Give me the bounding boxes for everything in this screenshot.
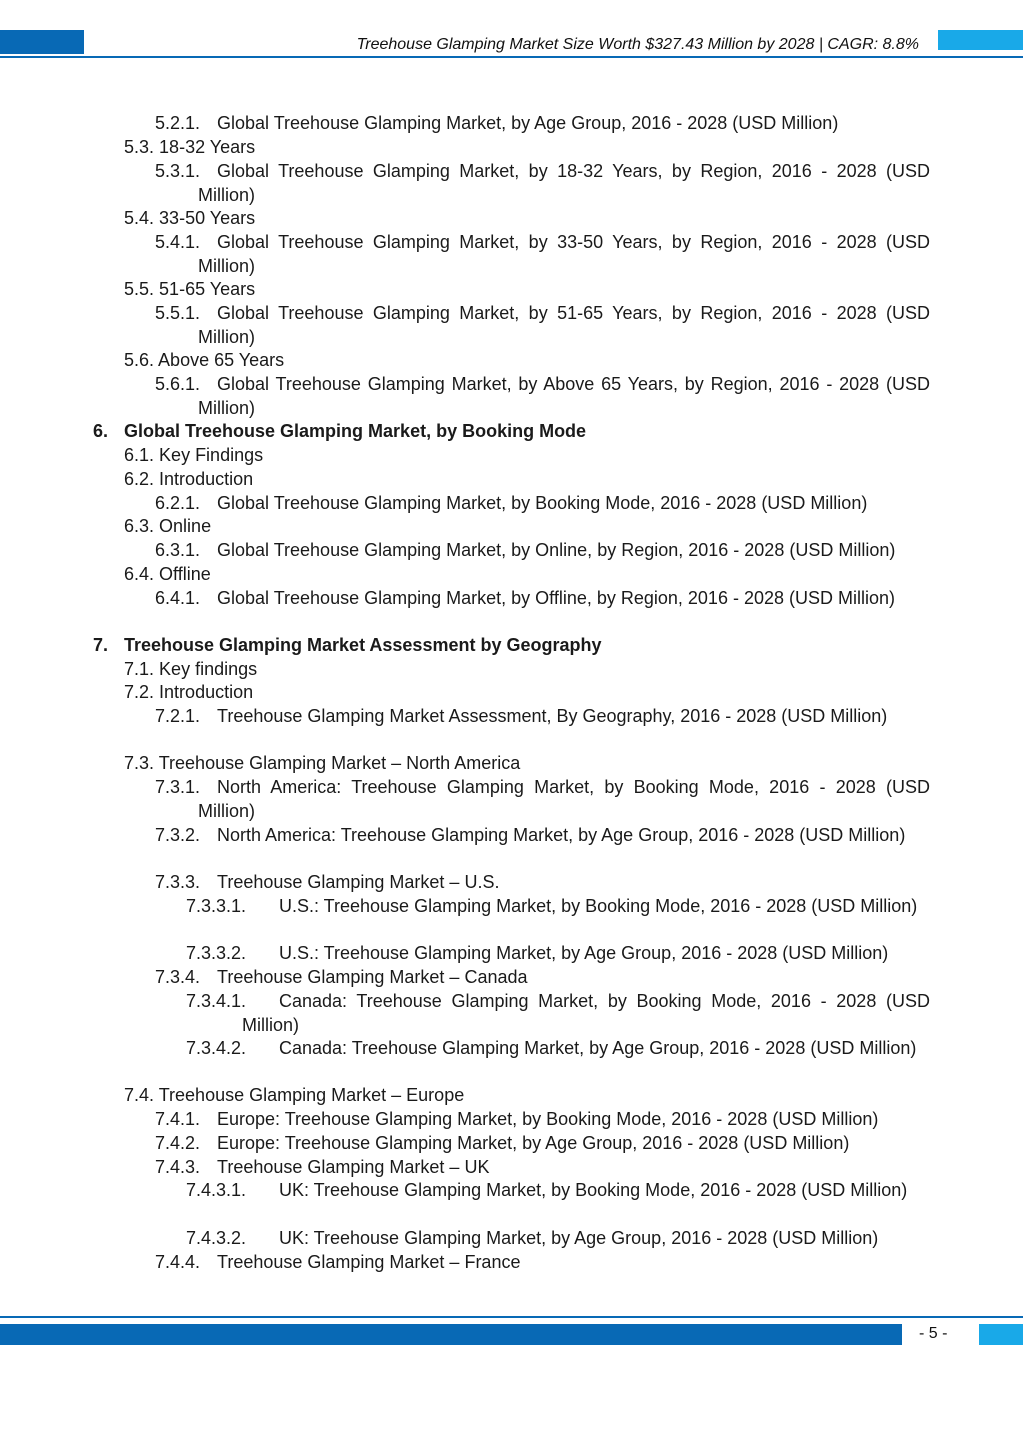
footer-accent-right bbox=[979, 1324, 1023, 1345]
toc-entry-number: 7.1. bbox=[124, 659, 155, 679]
toc-entry-label: Treehouse Glamping Market – UK bbox=[217, 1157, 490, 1177]
toc-entry-label: Online bbox=[159, 516, 212, 536]
page-header-title: Treehouse Glamping Market Size Worth $327.43 Million by 2028 | CAGR: 8.8% bbox=[356, 36, 919, 53]
toc-entry-number: 7.4.1. bbox=[155, 1109, 201, 1129]
toc-entry-label: Introduction bbox=[159, 469, 254, 489]
toc-entry-label: 51-65 Years bbox=[159, 279, 256, 299]
toc-entry-label: Global Treehouse Glamping Market, by 33-50 Years, by Region, 2016 - 2028 (USD Million) bbox=[198, 232, 930, 276]
toc-entry[interactable] bbox=[155, 824, 930, 848]
toc-entry-label: North America: Treehouse Glamping Market, by Age Group, 2016 - 2028 (USD Million) bbox=[217, 825, 906, 845]
toc-entry[interactable] bbox=[124, 681, 930, 705]
toc-entry-number: 5.3. bbox=[124, 137, 155, 157]
toc-entry-number: 7.4.2. bbox=[155, 1133, 201, 1153]
toc-entry-number: 7.3.3.1. bbox=[186, 896, 247, 916]
toc-entry-label: Treehouse Glamping Market – U.S. bbox=[217, 872, 500, 892]
toc-entry-number: 5.2.1. bbox=[155, 113, 201, 133]
toc-entry[interactable] bbox=[124, 349, 930, 373]
toc-entry-label: Europe: Treehouse Glamping Market, by Booking Mode, 2016 - 2028 (USD Million) bbox=[217, 1109, 879, 1129]
toc-entry-number: 7.3.3.2. bbox=[186, 943, 247, 963]
toc-entry[interactable] bbox=[124, 468, 930, 492]
toc-entry-number: 6.3.1. bbox=[155, 540, 201, 560]
toc-entry-number: 7.3.3. bbox=[155, 872, 201, 892]
header-accent-right bbox=[938, 30, 1023, 50]
toc-entry-number: 7.2.1. bbox=[155, 706, 201, 726]
toc-entry-number: 7.3.1. bbox=[155, 777, 201, 797]
toc-entry-label: Offline bbox=[159, 564, 211, 584]
toc-entry-label: Global Treehouse Glamping Market, by Booking Mode, 2016 - 2028 (USD Million) bbox=[217, 493, 868, 513]
toc-entry[interactable] bbox=[124, 444, 930, 468]
toc-entry-number: 6.2. bbox=[124, 469, 155, 489]
toc-entry[interactable] bbox=[155, 112, 930, 136]
toc-entry-label: Global Treehouse Glamping Market, by 18-32 Years, by Region, 2016 - 2028 (USD Million) bbox=[198, 161, 930, 205]
toc-entry-label: U.S.: Treehouse Glamping Market, by Booking Mode, 2016 - 2028 (USD Million) bbox=[279, 896, 918, 916]
toc-entry[interactable] bbox=[186, 1037, 930, 1061]
toc-entry[interactable] bbox=[124, 515, 930, 539]
toc-entry[interactable] bbox=[186, 1227, 930, 1251]
toc-entry-number: 5.3.1. bbox=[155, 161, 201, 181]
toc-entry-number: 7.3.4. bbox=[155, 967, 201, 987]
toc-entry-label: Key Findings bbox=[159, 445, 264, 465]
toc-entry[interactable] bbox=[155, 373, 930, 420]
toc-entry-label: Global Treehouse Glamping Market, by Age Group, 2016 - 2028 (USD Million) bbox=[217, 113, 839, 133]
toc-entry[interactable] bbox=[155, 1108, 930, 1132]
toc-entry[interactable] bbox=[93, 420, 930, 444]
toc-entry[interactable] bbox=[155, 302, 930, 349]
toc-entry[interactable] bbox=[186, 990, 930, 1037]
toc-entry-label: Canada: Treehouse Glamping Market, by Booking Mode, 2016 - 2028 (USD Million) bbox=[242, 991, 930, 1035]
toc-entry[interactable] bbox=[155, 492, 930, 516]
toc-entry-number: 5.4. bbox=[124, 208, 155, 228]
toc-entry-number: 7.4. bbox=[124, 1085, 155, 1105]
toc-entry[interactable] bbox=[186, 1179, 930, 1203]
toc-entry-label: Canada: Treehouse Glamping Market, by Age Group, 2016 - 2028 (USD Million) bbox=[279, 1038, 917, 1058]
toc-entry-number: 6.1. bbox=[124, 445, 155, 465]
toc-entry-number: 7.3. bbox=[124, 753, 155, 773]
toc-entry-label: Treehouse Glamping Market – France bbox=[217, 1252, 521, 1272]
toc-entry-number: 5.5. bbox=[124, 279, 155, 299]
toc-entry[interactable] bbox=[155, 1132, 930, 1156]
page-number: - 5 - bbox=[919, 1325, 948, 1342]
toc-entry[interactable] bbox=[155, 160, 930, 207]
toc-entry-number: 7.3.4.1. bbox=[186, 991, 247, 1011]
toc-entry-number: 6.4.1. bbox=[155, 588, 201, 608]
toc-entry[interactable] bbox=[93, 634, 930, 658]
header-accent-left bbox=[0, 30, 84, 54]
toc-entry-label: Treehouse Glamping Market – Canada bbox=[217, 967, 528, 987]
toc-entry-label: Treehouse Glamping Market Assessment, By Geography, 2016 - 2028 (USD Million) bbox=[217, 706, 888, 726]
toc-entry-number: 7. bbox=[93, 635, 109, 655]
toc-entry-label: 33-50 Years bbox=[159, 208, 256, 228]
toc-entry-label: 18-32 Years bbox=[159, 137, 256, 157]
toc-entry-label: Treehouse Glamping Market Assessment by Geography bbox=[124, 635, 602, 655]
toc-entry-label: Global Treehouse Glamping Market, by Booking Mode bbox=[124, 421, 587, 441]
toc-entry-number: 6.2.1. bbox=[155, 493, 201, 513]
toc-entry-number: 5.6. bbox=[124, 350, 155, 370]
toc-entry[interactable] bbox=[155, 871, 930, 895]
toc-entry[interactable] bbox=[124, 278, 930, 302]
toc-entry-label: Key findings bbox=[159, 659, 258, 679]
toc-entry-number: 7.2. bbox=[124, 682, 155, 702]
toc-entry-number: 5.5.1. bbox=[155, 303, 201, 323]
toc-entry[interactable] bbox=[186, 895, 930, 919]
toc-entry-number: 7.4.3. bbox=[155, 1157, 201, 1177]
toc-entry-label: U.S.: Treehouse Glamping Market, by Age Group, 2016 - 2028 (USD Million) bbox=[279, 943, 889, 963]
toc-entry[interactable] bbox=[124, 563, 930, 587]
toc-entry-number: 6. bbox=[93, 421, 109, 441]
toc-entry[interactable] bbox=[124, 658, 930, 682]
toc-entry-label: Global Treehouse Glamping Market, by Offline, by Region, 2016 - 2028 (USD Million) bbox=[217, 588, 895, 608]
toc-entry[interactable] bbox=[124, 136, 930, 160]
toc-entry-label: Global Treehouse Glamping Market, by 51-65 Years, by Region, 2016 - 2028 (USD Million) bbox=[198, 303, 930, 347]
toc-entry-number: 6.4. bbox=[124, 564, 155, 584]
toc-entry[interactable] bbox=[124, 752, 930, 776]
footer-rule bbox=[0, 1316, 1023, 1318]
toc-entry-label: UK: Treehouse Glamping Market, by Booking Mode, 2016 - 2028 (USD Million) bbox=[279, 1180, 908, 1200]
toc-entry-label: Treehouse Glamping Market – North America bbox=[158, 753, 521, 773]
toc-entry-number: 7.4.3.1. bbox=[186, 1180, 247, 1200]
toc-entry-number: 6.3. bbox=[124, 516, 155, 536]
toc-entry-label: North America: Treehouse Glamping Market, by Booking Mode, 2016 - 2028 (USD Million) bbox=[198, 777, 930, 821]
toc-entry[interactable] bbox=[155, 1251, 930, 1275]
toc-entry-label: Europe: Treehouse Glamping Market, by Age Group, 2016 - 2028 (USD Million) bbox=[217, 1133, 850, 1153]
toc-entry[interactable] bbox=[155, 231, 930, 278]
toc-entry[interactable] bbox=[155, 705, 930, 729]
toc-entry-number: 7.3.4.2. bbox=[186, 1038, 247, 1058]
header-rule bbox=[0, 56, 1023, 58]
toc-entry[interactable] bbox=[155, 776, 930, 823]
footer-bar bbox=[0, 1324, 902, 1345]
toc-entry-label: Global Treehouse Glamping Market, by Online, by Region, 2016 - 2028 (USD Million) bbox=[217, 540, 896, 560]
toc-entry[interactable] bbox=[124, 207, 930, 231]
toc-entry[interactable] bbox=[155, 966, 930, 990]
toc-entry-label: Global Treehouse Glamping Market, by Above 65 Years, by Region, 2016 - 2028 (USD Million) bbox=[198, 374, 930, 418]
toc-entry-label: Introduction bbox=[159, 682, 254, 702]
toc-entry-number: 5.6.1. bbox=[155, 374, 201, 394]
toc-entry-label: Treehouse Glamping Market – Europe bbox=[158, 1085, 465, 1105]
toc-entry-label: Above 65 Years bbox=[158, 350, 285, 370]
toc-entry-label: UK: Treehouse Glamping Market, by Age Group, 2016 - 2028 (USD Million) bbox=[279, 1228, 879, 1248]
toc-entry-number: 7.3.2. bbox=[155, 825, 201, 845]
toc-entry-number: 7.4.3.2. bbox=[186, 1228, 247, 1248]
toc-entry-number: 5.4.1. bbox=[155, 232, 201, 252]
toc-entry[interactable] bbox=[155, 1156, 930, 1180]
toc-entry[interactable] bbox=[186, 942, 930, 966]
toc-entry[interactable] bbox=[155, 539, 930, 563]
toc-entry[interactable] bbox=[155, 587, 930, 611]
toc-entry-number: 7.4.4. bbox=[155, 1252, 201, 1272]
toc-entry[interactable] bbox=[124, 1084, 930, 1108]
